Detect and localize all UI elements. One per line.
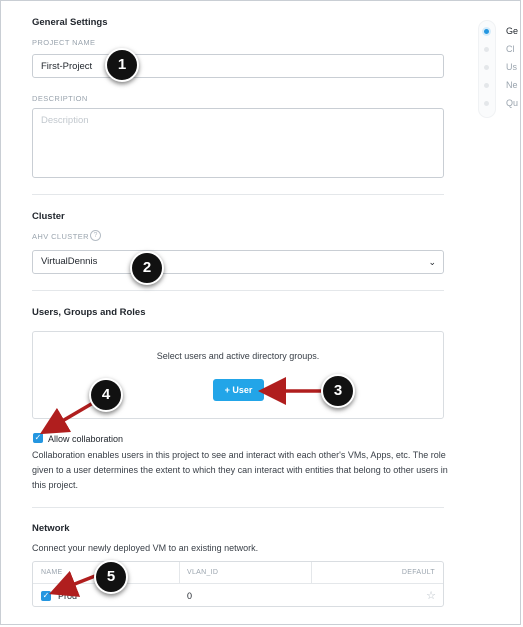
step-label-cluster[interactable]: Cl [506, 44, 515, 54]
arrow-to-collab-checkbox [52, 403, 93, 427]
step-label-general[interactable]: Ge [506, 26, 519, 36]
allow-collaboration-label: Allow collaboration [48, 434, 124, 444]
arrow-to-network-checkbox [62, 576, 95, 589]
callout-3: 3 [321, 374, 355, 408]
step-label-network[interactable]: Ne [506, 80, 518, 90]
column-header-vlan-id: VLAN_ID [187, 569, 219, 576]
callout-2: 2 [130, 251, 164, 285]
star-outline-icon[interactable]: ☆ [426, 590, 436, 602]
general-settings-title: General Settings [32, 17, 108, 28]
callout-4: 4 [89, 378, 123, 412]
network-row-checkbox[interactable]: ✓ [42, 591, 50, 600]
step-label-users[interactable]: Us [506, 62, 517, 72]
chevron-down-icon: ⌄ [428, 257, 436, 267]
callout-1: 1 [105, 48, 139, 82]
network-title: Network [32, 523, 70, 534]
allow-collaboration-checkbox[interactable]: ✓ [34, 433, 42, 442]
add-user-button[interactable]: + User [213, 379, 264, 401]
network-name-cell: Prod [58, 591, 78, 601]
help-icon[interactable]: ? [90, 230, 101, 241]
step-label-quotas[interactable]: Qu [506, 98, 519, 108]
description-label: DESCRIPTION [32, 94, 88, 103]
users-hint-text: Select users and active directory groups. [156, 351, 320, 361]
callout-5: 5 [94, 560, 128, 594]
ahv-cluster-label: AHV CLUSTER [32, 232, 89, 241]
column-header-name: NAME [41, 569, 63, 576]
column-header-default: DEFAULT [401, 569, 435, 576]
users-groups-roles-title: Users, Groups and Roles [32, 307, 146, 318]
vlan-id-cell: 0 [187, 591, 193, 601]
network-description: Connect your newly deployed VM to an existing network. [32, 543, 259, 553]
project-name-label: PROJECT NAME [32, 38, 96, 47]
cluster-select-value: VirtualDennis [41, 256, 98, 267]
collaboration-description: Collaboration enables users in this project to see and interact with each other's VMs, Apps, etc. The role given to a user determines the extent to which they can interact with entities that belong to other users in this project. [32, 450, 448, 490]
cluster-title: Cluster [32, 211, 65, 222]
